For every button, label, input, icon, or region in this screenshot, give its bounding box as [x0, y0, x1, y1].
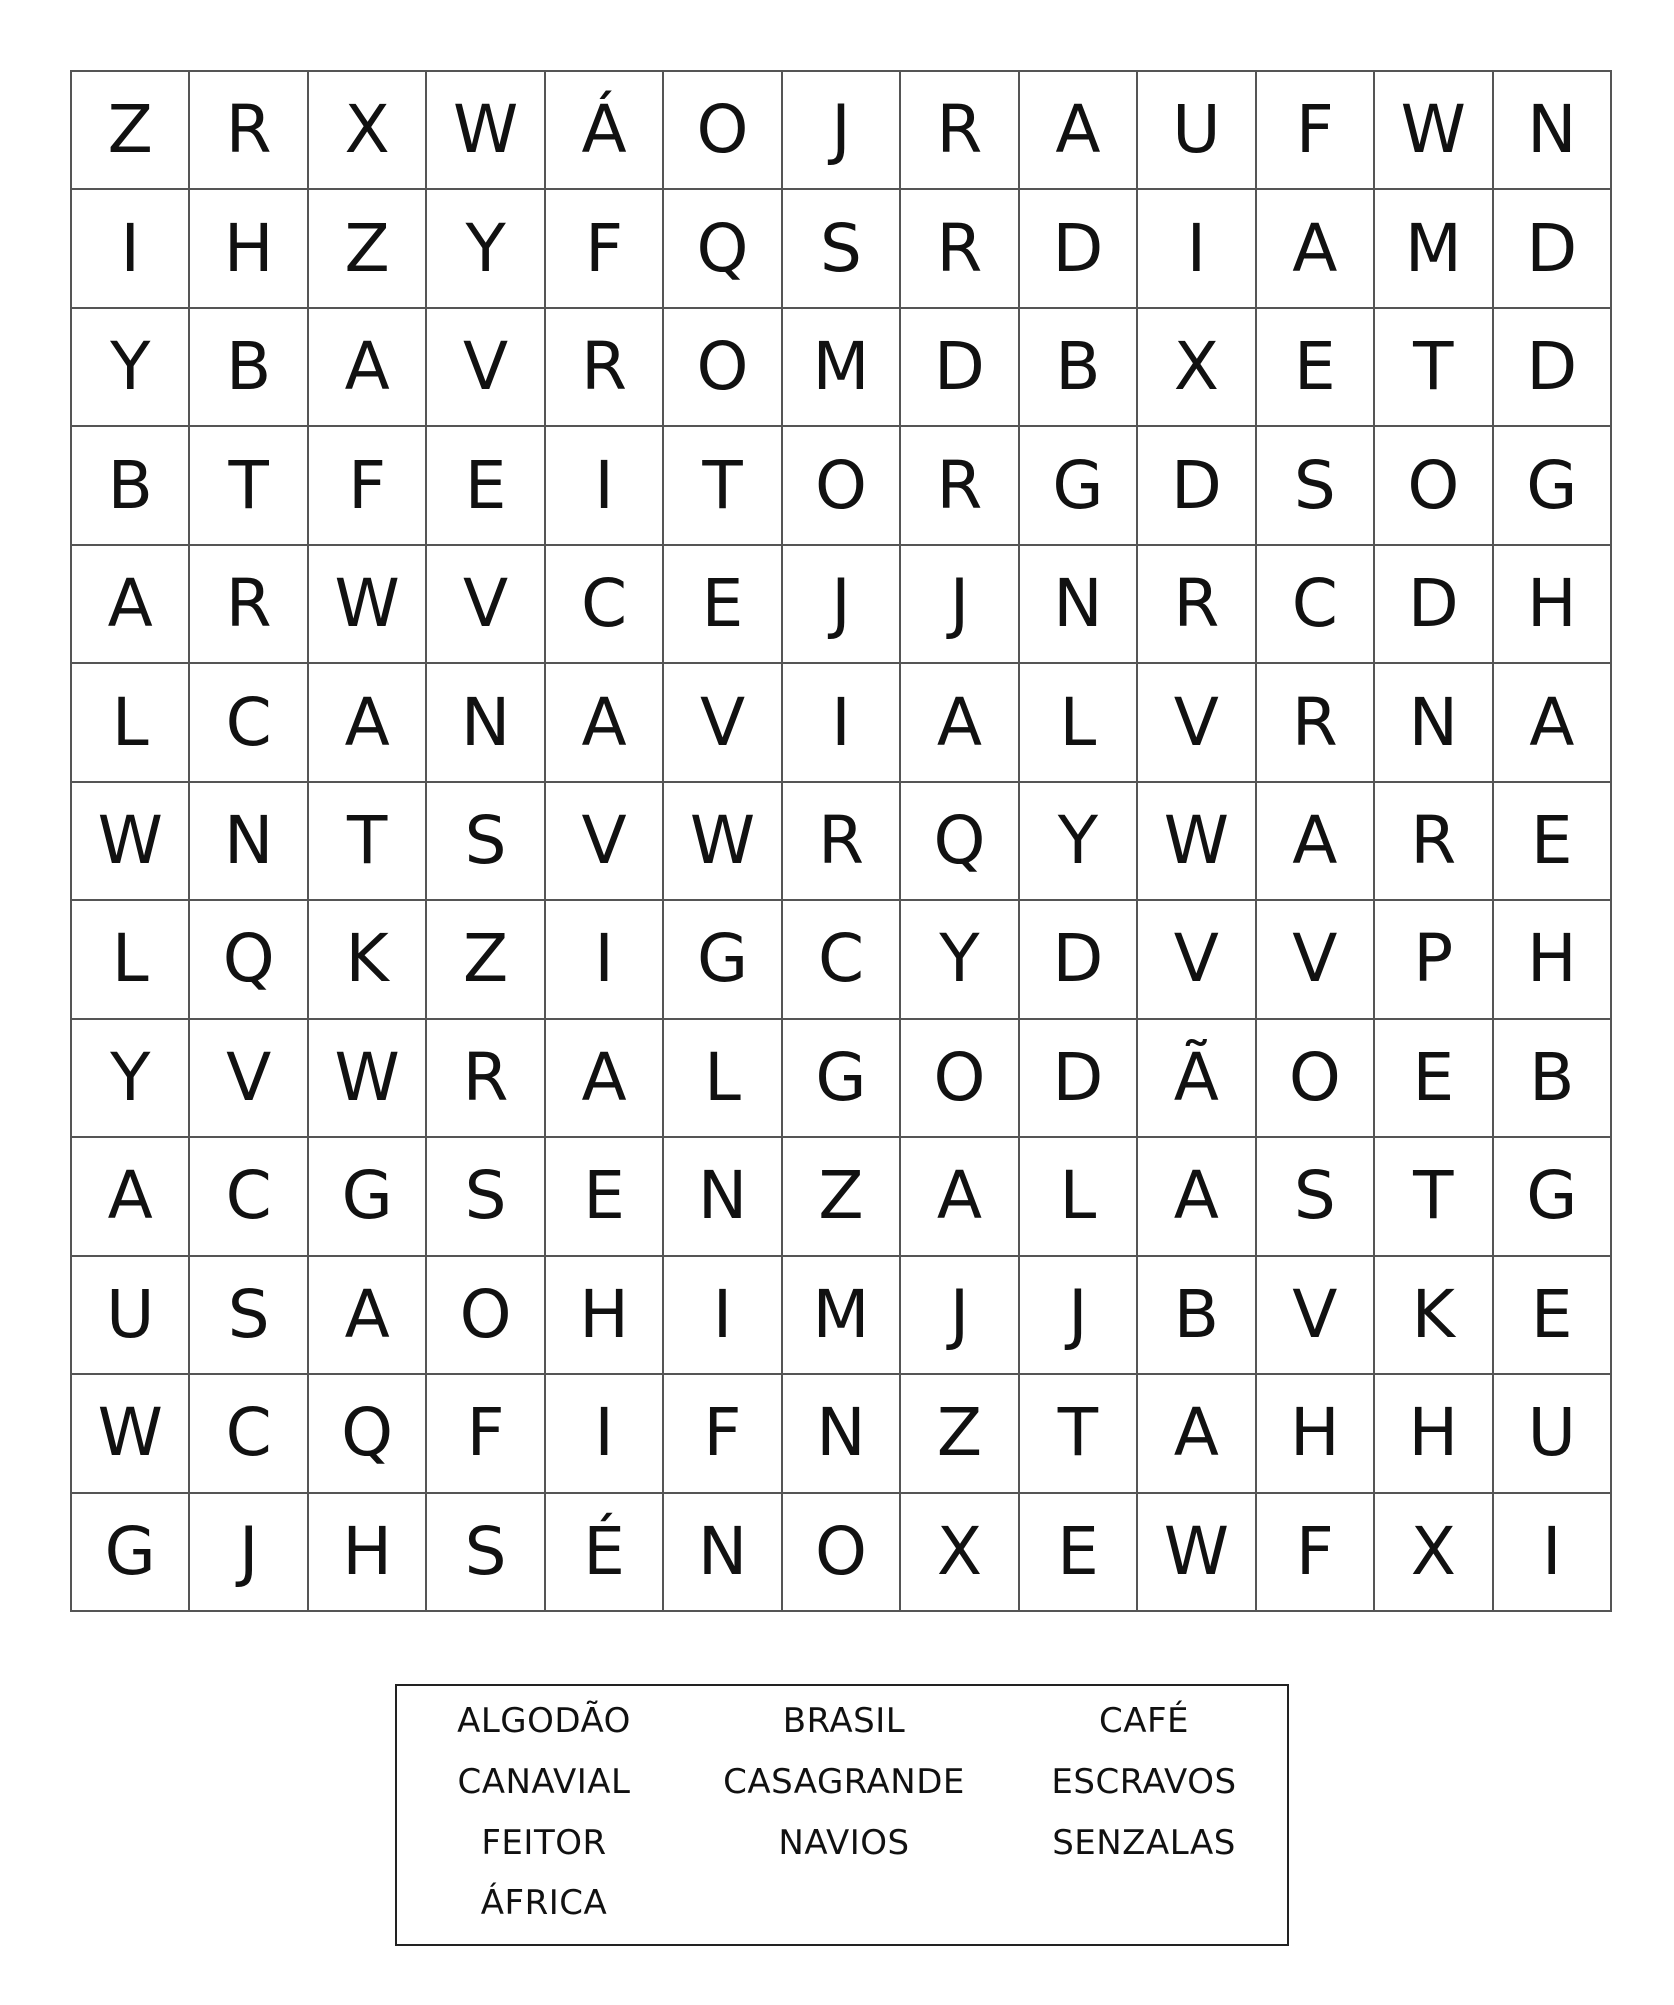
grid-cell[interactable]: O — [1256, 1019, 1374, 1137]
grid-cell[interactable]: G — [1493, 1137, 1611, 1255]
grid-cell[interactable]: A — [1019, 71, 1137, 189]
grid-cell[interactable]: V — [1137, 663, 1255, 781]
grid-cell[interactable]: Z — [426, 900, 544, 1018]
grid-cell[interactable]: G — [308, 1137, 426, 1255]
grid-cell[interactable]: Z — [71, 71, 189, 189]
grid-cell[interactable]: R — [545, 308, 663, 426]
grid-cell[interactable]: N — [426, 663, 544, 781]
grid-cell[interactable]: Q — [663, 189, 781, 307]
grid-cell[interactable]: Y — [426, 189, 544, 307]
grid-cell[interactable]: A — [900, 663, 1018, 781]
grid-cell[interactable]: I — [782, 663, 900, 781]
grid-cell[interactable]: O — [1374, 426, 1492, 544]
grid-cell[interactable]: H — [1256, 1374, 1374, 1492]
word-item: CAFÉ — [1098, 1701, 1190, 1741]
grid-cell[interactable]: C — [1256, 545, 1374, 663]
grid-cell[interactable]: I — [1493, 1493, 1611, 1611]
grid-cell[interactable]: C — [545, 545, 663, 663]
grid-cell[interactable]: V — [663, 663, 781, 781]
grid-cell[interactable]: O — [663, 308, 781, 426]
grid-cell[interactable]: Z — [900, 1374, 1018, 1492]
grid-cell[interactable]: B — [1137, 1256, 1255, 1374]
grid-cell[interactable]: O — [663, 71, 781, 189]
grid-cell[interactable]: Ã — [1137, 1019, 1255, 1137]
grid-cell[interactable]: W — [1374, 71, 1492, 189]
grid-cell[interactable]: Q — [900, 782, 1018, 900]
grid-cell[interactable]: X — [308, 71, 426, 189]
grid-cell[interactable]: S — [782, 189, 900, 307]
grid-cell[interactable]: T — [1019, 1374, 1137, 1492]
grid-cell[interactable]: V — [1256, 900, 1374, 1018]
grid-cell[interactable]: U — [1137, 71, 1255, 189]
grid-cell[interactable]: R — [900, 189, 1018, 307]
grid-cell[interactable]: D — [1493, 189, 1611, 307]
grid-cell[interactable]: W — [1137, 1493, 1255, 1611]
grid-cell[interactable]: S — [426, 1493, 544, 1611]
grid-cell[interactable]: I — [663, 1256, 781, 1374]
grid-cell[interactable]: A — [71, 545, 189, 663]
grid-cell[interactable]: S — [426, 1137, 544, 1255]
grid-cell[interactable]: M — [782, 308, 900, 426]
grid-cell[interactable]: F — [426, 1374, 544, 1492]
grid-cell[interactable]: H — [545, 1256, 663, 1374]
grid-cell[interactable]: D — [1137, 426, 1255, 544]
grid-cell[interactable]: M — [1374, 189, 1492, 307]
grid-cell[interactable]: E — [1256, 308, 1374, 426]
grid-cell[interactable]: R — [1256, 663, 1374, 781]
grid-cell[interactable]: T — [308, 782, 426, 900]
grid-cell[interactable]: C — [782, 900, 900, 1018]
grid-cell[interactable]: F — [545, 189, 663, 307]
grid-cell[interactable]: Q — [189, 900, 307, 1018]
grid-cell[interactable]: I — [1137, 189, 1255, 307]
grid-cell[interactable]: E — [663, 545, 781, 663]
grid-cell[interactable]: B — [189, 308, 307, 426]
word-item: ÁFRICA — [480, 1883, 608, 1923]
grid-cell[interactable]: D — [1019, 189, 1137, 307]
grid-cell[interactable]: R — [189, 71, 307, 189]
grid-cell[interactable]: N — [782, 1374, 900, 1492]
word-item: SENZALAS — [1052, 1823, 1236, 1863]
grid-cell[interactable]: C — [189, 663, 307, 781]
grid-cell[interactable]: J — [782, 545, 900, 663]
word-list-box — [395, 1684, 1289, 1946]
grid-cell[interactable]: H — [189, 189, 307, 307]
grid-cell[interactable]: N — [189, 782, 307, 900]
grid-cell[interactable]: I — [545, 426, 663, 544]
grid-cell[interactable]: J — [189, 1493, 307, 1611]
grid-cell[interactable]: N — [1374, 663, 1492, 781]
letter-grid — [70, 70, 1612, 1612]
grid-cell[interactable]: N — [663, 1137, 781, 1255]
grid-cell[interactable]: V — [545, 782, 663, 900]
grid-cell[interactable]: R — [900, 426, 1018, 544]
grid-cell[interactable]: A — [1256, 189, 1374, 307]
grid-cell[interactable]: P — [1374, 900, 1492, 1018]
grid-cell[interactable]: A — [545, 1019, 663, 1137]
grid-cell[interactable]: H — [1493, 545, 1611, 663]
grid-cell[interactable]: O — [426, 1256, 544, 1374]
grid-cell[interactable]: J — [900, 1256, 1018, 1374]
grid-cell[interactable]: G — [1493, 426, 1611, 544]
grid-cell[interactable]: H — [1493, 900, 1611, 1018]
grid-cell[interactable]: B — [71, 426, 189, 544]
grid-cell[interactable]: E — [545, 1137, 663, 1255]
grid-cell[interactable]: F — [308, 426, 426, 544]
grid-cell[interactable]: G — [1019, 426, 1137, 544]
word-item: ESCRAVOS — [1051, 1762, 1237, 1802]
grid-cell[interactable]: K — [1374, 1256, 1492, 1374]
grid-cell[interactable]: V — [189, 1019, 307, 1137]
grid-cell[interactable]: W — [71, 1374, 189, 1492]
word-item: CASAGRANDE — [723, 1762, 965, 1802]
grid-cell[interactable]: G — [71, 1493, 189, 1611]
grid-cell[interactable]: I — [545, 1374, 663, 1492]
grid-cell[interactable]: R — [426, 1019, 544, 1137]
grid-cell[interactable]: I — [71, 189, 189, 307]
grid-cell[interactable]: S — [426, 782, 544, 900]
grid-cell[interactable]: A — [71, 1137, 189, 1255]
grid-cell[interactable]: L — [663, 1019, 781, 1137]
grid-cell[interactable]: W — [308, 1019, 426, 1137]
grid-cell[interactable]: A — [308, 663, 426, 781]
grid-cell[interactable]: H — [1374, 1374, 1492, 1492]
grid-cell[interactable]: E — [1019, 1493, 1137, 1611]
grid-cell[interactable]: A — [1256, 782, 1374, 900]
grid-cell[interactable]: A — [308, 308, 426, 426]
grid-cell[interactable]: D — [1374, 545, 1492, 663]
grid-cell[interactable]: W — [71, 782, 189, 900]
grid-cell[interactable]: T — [1374, 308, 1492, 426]
grid-cell[interactable]: T — [1374, 1137, 1492, 1255]
grid-cell[interactable]: A — [900, 1137, 1018, 1255]
grid-cell[interactable]: X — [1137, 308, 1255, 426]
grid-cell[interactable]: Z — [308, 189, 426, 307]
grid-cell[interactable]: R — [782, 782, 900, 900]
grid-cell[interactable]: V — [1137, 900, 1255, 1018]
grid-cell[interactable]: L — [1019, 1137, 1137, 1255]
grid-cell[interactable]: U — [1493, 1374, 1611, 1492]
grid-cell[interactable]: Y — [71, 308, 189, 426]
grid-cell[interactable]: O — [782, 426, 900, 544]
grid-cell[interactable]: W — [308, 545, 426, 663]
grid-cell[interactable]: F — [1256, 1493, 1374, 1611]
grid-cell[interactable]: J — [782, 71, 900, 189]
grid-cell[interactable]: W — [1137, 782, 1255, 900]
grid-cell[interactable]: V — [1256, 1256, 1374, 1374]
grid-cell[interactable]: W — [426, 71, 544, 189]
grid-cell[interactable]: J — [1019, 1256, 1137, 1374]
grid-cell[interactable]: N — [1493, 71, 1611, 189]
grid-cell[interactable]: Q — [308, 1374, 426, 1492]
grid-cell[interactable]: Z — [782, 1137, 900, 1255]
grid-cell[interactable]: Á — [545, 71, 663, 189]
grid-cell[interactable]: O — [900, 1019, 1018, 1137]
grid-cell[interactable]: R — [1374, 782, 1492, 900]
grid-cell[interactable]: Y — [71, 1019, 189, 1137]
grid-cell[interactable]: N — [663, 1493, 781, 1611]
grid-cell[interactable]: U — [71, 1256, 189, 1374]
grid-cell[interactable]: A — [1137, 1374, 1255, 1492]
grid-cell[interactable]: V — [426, 545, 544, 663]
word-item: BRASIL — [782, 1701, 906, 1741]
grid-cell[interactable]: H — [308, 1493, 426, 1611]
word-item: ALGODÃO — [457, 1701, 631, 1741]
grid-cell[interactable]: I — [545, 900, 663, 1018]
grid-cell[interactable]: A — [545, 663, 663, 781]
grid-cell[interactable]: S — [189, 1256, 307, 1374]
grid-cell[interactable]: E — [1493, 782, 1611, 900]
grid-cell[interactable]: D — [900, 308, 1018, 426]
grid-cell[interactable]: C — [189, 1374, 307, 1492]
grid-cell[interactable]: X — [900, 1493, 1018, 1611]
grid-cell[interactable]: D — [1019, 900, 1137, 1018]
grid-cell[interactable]: A — [308, 1256, 426, 1374]
grid-cell[interactable]: R — [189, 545, 307, 663]
grid-cell[interactable]: G — [782, 1019, 900, 1137]
grid-cell[interactable]: D — [1493, 308, 1611, 426]
word-item: NAVIOS — [778, 1823, 910, 1863]
grid-cell[interactable]: Y — [900, 900, 1018, 1018]
grid-cell[interactable]: E — [1374, 1019, 1492, 1137]
grid-cell[interactable]: L — [71, 663, 189, 781]
word-item: FEITOR — [481, 1823, 607, 1863]
grid-cell[interactable]: E — [1493, 1256, 1611, 1374]
grid-cell[interactable]: X — [1374, 1493, 1492, 1611]
grid-cell[interactable]: S — [1256, 1137, 1374, 1255]
grid-cell[interactable]: L — [71, 900, 189, 1018]
grid-cell[interactable]: S — [1256, 426, 1374, 544]
grid-cell[interactable]: É — [545, 1493, 663, 1611]
grid-cell[interactable]: G — [663, 900, 781, 1018]
grid-cell[interactable]: D — [1019, 1019, 1137, 1137]
word-item: CANAVIAL — [457, 1762, 631, 1802]
grid-cell[interactable]: B — [1493, 1019, 1611, 1137]
grid-cell[interactable]: F — [663, 1374, 781, 1492]
grid-cell[interactable]: M — [782, 1256, 900, 1374]
grid-cell[interactable]: L — [1019, 663, 1137, 781]
grid-cell[interactable]: V — [426, 308, 544, 426]
grid-cell[interactable]: K — [308, 900, 426, 1018]
grid-cell[interactable]: N — [1019, 545, 1137, 663]
grid-cell[interactable]: R — [900, 71, 1018, 189]
grid-cell[interactable]: O — [782, 1493, 900, 1611]
grid-cell[interactable]: W — [663, 782, 781, 900]
grid-cell[interactable]: C — [189, 1137, 307, 1255]
grid-cell[interactable]: R — [1137, 545, 1255, 663]
grid-cell[interactable]: T — [663, 426, 781, 544]
grid-cell[interactable]: T — [189, 426, 307, 544]
grid-cell[interactable]: A — [1493, 663, 1611, 781]
grid-cell[interactable]: J — [900, 545, 1018, 663]
grid-cell[interactable]: A — [1137, 1137, 1255, 1255]
grid-cell[interactable]: F — [1256, 71, 1374, 189]
grid-cell[interactable]: B — [1019, 308, 1137, 426]
grid-cell[interactable]: Y — [1019, 782, 1137, 900]
grid-cell[interactable]: E — [426, 426, 544, 544]
